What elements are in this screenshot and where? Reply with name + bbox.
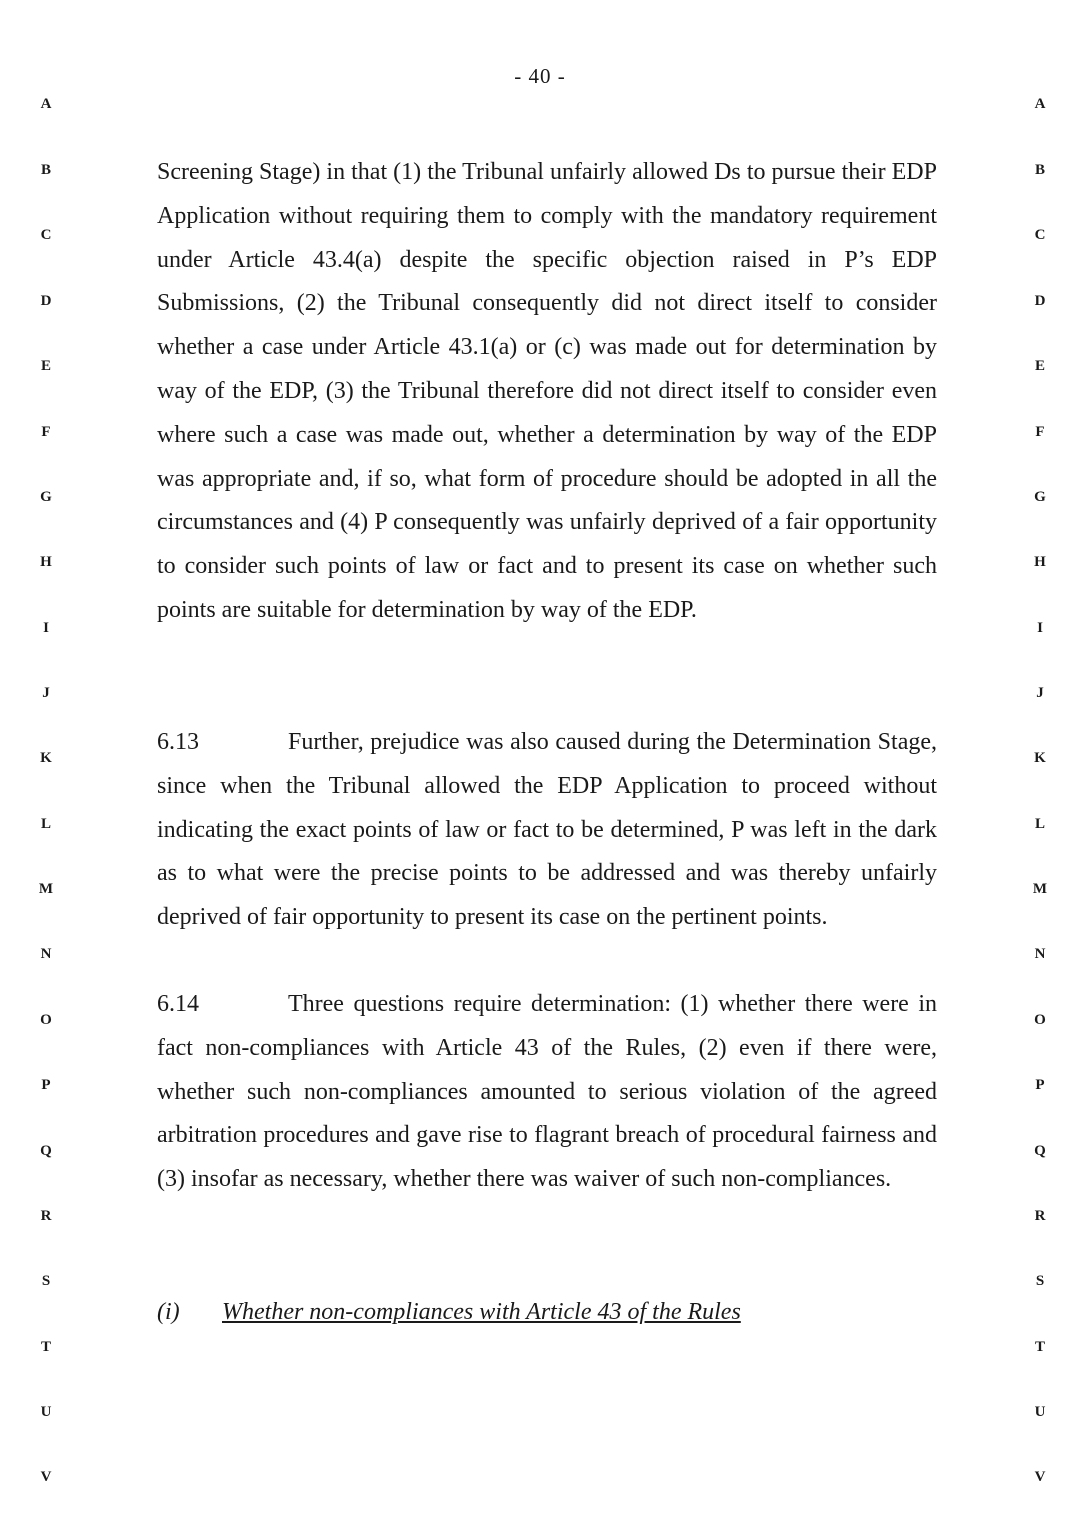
- margin-letter: H: [1034, 554, 1046, 570]
- margin-letter: U: [1034, 1404, 1046, 1420]
- margin-letter: N: [1034, 946, 1046, 962]
- heading-number: (i): [157, 1299, 180, 1325]
- paragraph-text: Three questions require determination: (1) whether there were in fact non-compliances with Article 43 of the Rules, (2) even if there were, whether such non-compliances amounted to serious violation of the agreed arbitration procedures and gave rise to flagrant breach of procedural fairness and (3) insofar as necessary, whether there was waiver of such non-compliances.: [157, 991, 937, 1193]
- paragraph-number: 6.13: [157, 729, 199, 755]
- margin-letter: F: [41, 424, 51, 440]
- margin-letter: B: [40, 162, 51, 178]
- margin-letter: L: [40, 816, 51, 832]
- margin-letter: G: [1034, 489, 1046, 505]
- margin-letter: S: [1035, 1273, 1045, 1289]
- margin-letter: M: [1032, 881, 1048, 897]
- margin-letter: H: [40, 554, 52, 570]
- margin-letter: C: [40, 227, 52, 243]
- margin-letter: K: [40, 750, 52, 766]
- margin-letter: K: [1034, 750, 1046, 766]
- paragraph-text: Further, prejudice was also caused during the Determination Stage, since when the Tribunal allowed the EDP Application to proceed without indicating the exact points of law or fact to be determined, P was left in the dark as to what were the precise points to be addressed and was thereby unfairly deprived of fair opportunity to present its case on the pertinent points.: [157, 729, 937, 931]
- margin-letter: F: [1035, 424, 1045, 440]
- margin-letter: A: [1034, 96, 1046, 112]
- paragraph-continued: [157, 151, 937, 633]
- margin-letter: I: [43, 620, 49, 636]
- margin-letter: E: [1034, 358, 1045, 374]
- margin-letter: T: [40, 1339, 51, 1355]
- margin-letter: M: [38, 881, 54, 897]
- margin-letter: B: [1034, 162, 1045, 178]
- section-heading: [157, 1296, 937, 1328]
- margin-letter: O: [40, 1012, 52, 1028]
- margin-letter: D: [40, 293, 52, 309]
- paragraph-6-14: [157, 983, 937, 1202]
- margin-letter: D: [1034, 293, 1046, 309]
- paragraph-6-13: [157, 721, 937, 940]
- margin-letter: T: [1034, 1339, 1045, 1355]
- paragraph-text: Screening Stage) in that (1) the Tribunal unfairly allowed Ds to pursue their EDP Application without requiring them to comply with the mandatory requirement under Article 43.4(a) despite the specific objection raised in P’s EDP Submissions, (2) the Tribunal consequently did not direct itself to consider whether a case under Article 43.1(a) or (c) was made out for determination by way of the EDP, (3) the Tribunal therefore did not direct itself to consider even where such a case was made out, whether a determination by way of the EDP was appropriate and, if so, what form of procedure should be adopted in all the circumstances and (4) P consequently was unfairly deprived of a fair opportunity to consider such points of law or fact and to present its case on whether such points are suitable for determination by way of the EDP.: [157, 159, 937, 623]
- margin-letter: C: [1034, 227, 1046, 243]
- margin-letter: P: [1035, 1077, 1045, 1093]
- margin-letter: R: [1034, 1208, 1046, 1224]
- margin-letter: E: [40, 358, 51, 374]
- margin-letter: I: [1037, 620, 1043, 636]
- paragraph-number: 6.14: [157, 991, 199, 1017]
- margin-letter: Q: [40, 1143, 52, 1159]
- heading-text: Whether non-compliances with Article 43 of the Rules: [222, 1299, 741, 1325]
- margin-letter: S: [41, 1273, 51, 1289]
- margin-letter: U: [40, 1404, 52, 1420]
- margin-letter: P: [41, 1077, 51, 1093]
- margin-letter: J: [1036, 685, 1044, 701]
- right-margin-letters: [1028, 0, 1052, 1528]
- margin-letter: N: [40, 946, 52, 962]
- margin-letter: V: [1034, 1469, 1046, 1485]
- margin-letter: R: [40, 1208, 52, 1224]
- margin-letter: J: [42, 685, 50, 701]
- margin-letter: A: [40, 96, 52, 112]
- margin-letter: O: [1034, 1012, 1046, 1028]
- margin-letter: Q: [1034, 1143, 1046, 1159]
- left-margin-letters: [34, 0, 58, 1528]
- page-number: - 40 -: [514, 64, 566, 88]
- margin-letter: V: [40, 1469, 52, 1485]
- margin-letter: G: [40, 489, 52, 505]
- margin-letter: L: [1034, 816, 1045, 832]
